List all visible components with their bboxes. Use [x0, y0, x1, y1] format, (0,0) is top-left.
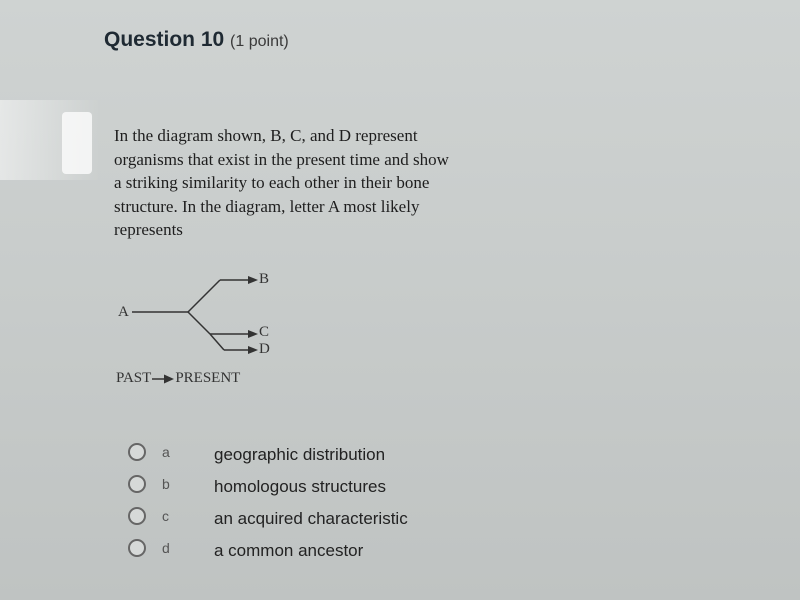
option-text[interactable]: an acquired characteristic [214, 509, 408, 528]
option-b[interactable] [126, 472, 546, 504]
question-text-line: organisms that exist in the present time and show [114, 149, 449, 169]
screen-glare [0, 100, 100, 180]
diagram-label-a: A [118, 304, 129, 320]
option-d[interactable] [126, 536, 546, 568]
question-points: (1 point) [230, 33, 289, 50]
question-text-line: In the diagram shown, B, C, and D represent [114, 126, 418, 145]
timeline-past: PAST [116, 370, 152, 386]
question-text-line: a striking similarity to each other in their bone [114, 173, 430, 192]
question-text-line: represents [114, 220, 183, 239]
question-title: Question 10 [104, 28, 225, 51]
radio-button[interactable] [128, 507, 146, 525]
option-letter: d [162, 540, 170, 556]
diagram-label-d: D [259, 341, 270, 357]
answer-options [126, 440, 546, 568]
option-letter: b [162, 476, 170, 492]
option-letter: c [162, 508, 169, 524]
option-letter: a [162, 444, 170, 460]
option-text[interactable]: geographic distribution [214, 445, 386, 464]
option-a[interactable] [126, 440, 546, 472]
option-text[interactable]: homologous structures [214, 477, 386, 496]
diagram-label-c: C [259, 324, 270, 340]
screen-glare-bar [62, 112, 92, 174]
timeline-label [116, 370, 240, 387]
diagram-label-b: B [259, 271, 270, 287]
option-c[interactable] [126, 504, 546, 536]
radio-button[interactable] [128, 443, 146, 461]
right-arrow-icon [152, 374, 174, 384]
radio-button[interactable] [128, 475, 146, 493]
option-text[interactable]: a common ancestor [214, 541, 364, 560]
question-text [114, 124, 544, 242]
question-text-line: structure. In the diagram, letter A most likely [114, 196, 420, 216]
question-header [104, 28, 289, 52]
timeline-present: PRESENT [175, 370, 241, 386]
radio-button[interactable] [128, 539, 146, 557]
